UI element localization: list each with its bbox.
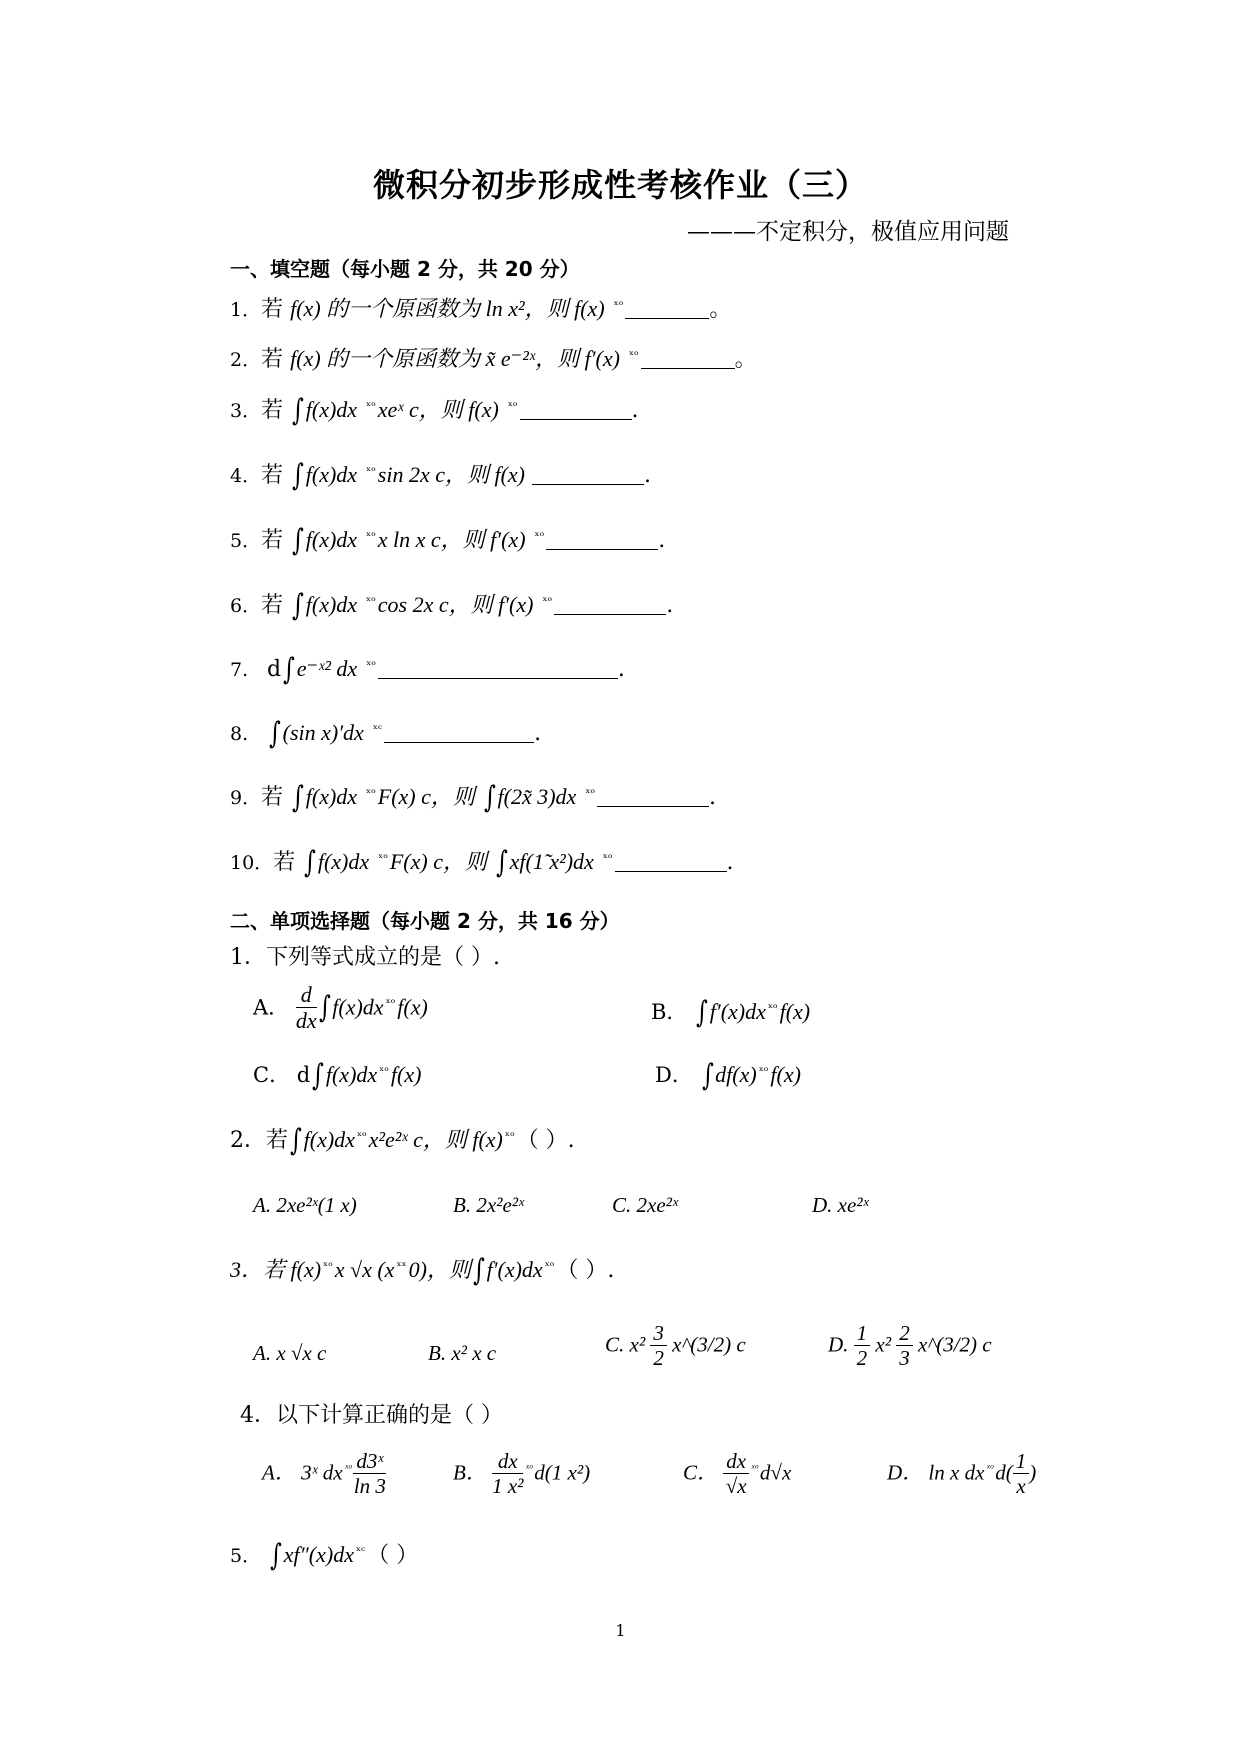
option-mid: x² [875, 1332, 892, 1357]
question-expr: f(x)dx [303, 1127, 355, 1152]
fraction-numerator: dx [492, 1450, 523, 1474]
option-rhs-pre: d( [995, 1460, 1013, 1485]
equals-glyph: ˣᵒ [544, 1259, 555, 1273]
end-mark: 。 [709, 297, 732, 322]
option-2-2-c[interactable]: C. 2xe²ˣ [612, 1193, 678, 1217]
integral-sign: ∫ [289, 1123, 302, 1158]
answer-blank[interactable] [384, 722, 534, 743]
question-1-1 [230, 296, 731, 323]
fraction-denominator: 2 [856, 1346, 868, 1371]
option-2-1-b[interactable] [651, 995, 810, 1030]
question-pre: 若 [273, 850, 296, 875]
question-rhs: x ln x c，则 f′(x) [377, 527, 526, 552]
equals-glyph: ˣᵒ [585, 786, 596, 800]
question-expr: f(x)dx [305, 462, 358, 487]
option-rhs: d√x [759, 1460, 792, 1485]
page-subtitle: ———不定积分，极值应用问题 [687, 219, 1009, 245]
question-expr: f′(x)dx [486, 1257, 543, 1282]
equals-glyph: ˣᵒ [525, 1461, 533, 1476]
page-title: 微积分初步形成性考核作业（三） [372, 166, 868, 204]
equals-glyph: ˣᵒ [323, 1259, 333, 1273]
option-2-1-c[interactable] [253, 1058, 421, 1093]
question-number: 5． [230, 530, 262, 552]
question-expr: f(x)dx [305, 784, 358, 809]
derivative-fraction [296, 983, 317, 1035]
answer-blank[interactable] [615, 851, 727, 872]
integral-sign: ∫ [292, 458, 304, 493]
option-pre: C. x² [605, 1332, 646, 1357]
fraction-denominator: x [1016, 1474, 1026, 1499]
fraction [1013, 1450, 1030, 1499]
option-letter: D． [655, 1063, 693, 1087]
option-pre: B． [453, 1460, 487, 1485]
end-mark: . [726, 850, 734, 875]
fraction [723, 1450, 749, 1499]
equals-glyph: ˣᵒ [613, 298, 624, 312]
answer-paren: （ ）. [516, 1128, 575, 1153]
equals-glyph: ˣᵒ [366, 658, 376, 672]
fraction-denominator: 1 x² [492, 1474, 524, 1499]
answer-blank[interactable] [641, 348, 735, 369]
answer-blank[interactable] [554, 594, 666, 615]
option-letter: C． [253, 1063, 291, 1087]
question-1-6 [230, 588, 673, 624]
question-pre: 2．若 [230, 1128, 288, 1153]
fraction [854, 1322, 871, 1371]
question-1-4 [230, 458, 651, 494]
question-number: 6． [230, 595, 262, 617]
option-expr: df(x) [715, 1062, 757, 1087]
option-expr: ln x dx [928, 1460, 985, 1485]
option-2-4-a[interactable] [262, 1450, 386, 1499]
fraction [650, 1322, 667, 1371]
option-2-4-b[interactable] [453, 1450, 590, 1499]
equals-glyph: ˣᶜ [372, 722, 383, 736]
option-2-1-d[interactable] [655, 1058, 801, 1093]
equals-glyph: ˣᵒ [378, 851, 388, 865]
question-number: 4． [230, 465, 262, 487]
equals-glyph: ˣᵒ [542, 594, 553, 608]
question-expr: f(x) 的一个原函数为 ln x²，则 f(x) [290, 296, 605, 321]
end-mark: . [644, 463, 651, 488]
integral-sign: ∫ [318, 990, 331, 1026]
question-rhs: F(x) c，则 [389, 849, 487, 874]
option-pre: D. [828, 1332, 849, 1357]
question-2-1: 1．下列等式成立的是（ ）. [230, 945, 500, 970]
equals-glyph: ˣᵒ [366, 786, 376, 800]
question-1-9 [230, 780, 716, 816]
option-2-1-a[interactable] [253, 983, 428, 1035]
question-pre: 若 [261, 463, 284, 488]
answer-blank[interactable] [625, 298, 709, 319]
equals-glyph: ˣᵒ [356, 1129, 367, 1143]
question-expr: (sin x)′dx [282, 720, 364, 745]
integral-sign: ∫ [472, 1253, 485, 1288]
question-rhs: xeˣ c，则 f(x) [377, 397, 499, 422]
fraction-numerator: d [296, 983, 317, 1008]
integral-sign: ∫ [312, 1058, 324, 1093]
question-rhs: F(x) c，则 [377, 784, 475, 809]
equals-glyph: ˣᶜ [355, 1544, 366, 1558]
option-2-2-b[interactable]: B. 2x²e²ˣ [453, 1193, 524, 1217]
answer-paren: （ ）. [556, 1258, 615, 1283]
option-post: x^(3/2) c [918, 1332, 992, 1357]
fraction-denominator: dx [295, 1008, 317, 1034]
equals-glyph: ˣˣ [396, 1259, 407, 1273]
equals-glyph: ˣᵒ [366, 464, 376, 478]
question-2-4: 4．以下计算正确的是（ ） [240, 1403, 503, 1428]
option-rhs: f(x) [390, 1062, 422, 1087]
question-rhs: x √x (x [334, 1257, 395, 1282]
question-number: 3． [230, 400, 262, 422]
integral-sign: ∫ [270, 1538, 282, 1573]
integral-sign: ∫ [483, 780, 496, 815]
equals-glyph: ˣᵒ [507, 399, 518, 413]
option-rhs: d(1 x²) [534, 1460, 591, 1485]
equals-glyph: ˣᵒ [385, 996, 396, 1011]
question-expr: f(x)dx [305, 527, 358, 552]
option-2-3-d[interactable] [828, 1322, 992, 1371]
question-expr: xf″(x)dx [283, 1542, 354, 1567]
question-number: 2． [230, 349, 262, 371]
question-pre: 若 [261, 297, 284, 322]
option-2-3-c[interactable] [605, 1322, 746, 1371]
equals-glyph: ˣᵒ [534, 529, 545, 543]
section-heading-single-choice: 二、单项选择题（每小题 2 分，共 16 分） [230, 909, 620, 933]
page-number: 1 [615, 1621, 626, 1640]
end-mark: . [666, 593, 674, 618]
fraction-denominator: ln 3 [353, 1474, 386, 1499]
option-2-4-c[interactable] [683, 1450, 791, 1499]
equals-glyph: ˣᵒ [602, 851, 613, 865]
option-rhs: f(x) [397, 994, 428, 1020]
question-1-10 [230, 845, 734, 881]
option-expr: f(x)dx [325, 1062, 378, 1087]
question-pre: 若 [261, 593, 284, 618]
fraction-denominator: √x [725, 1474, 747, 1499]
option-2-3-b[interactable]: B. x² x c [428, 1341, 497, 1365]
option-expr: f′(x)dx [709, 999, 766, 1024]
integral-sign: ∫ [268, 716, 281, 751]
question-1-5 [230, 523, 665, 559]
question-pre: d [267, 657, 282, 682]
question-pre: 3．若 f(x) [230, 1257, 322, 1282]
option-pre: d [296, 1063, 311, 1087]
question-number: 1． [230, 299, 262, 321]
question-1-7 [230, 652, 625, 688]
question-rhs-2: f(2x̃ 3)dx [497, 784, 577, 809]
equals-glyph: ˣᵒ [504, 1129, 515, 1143]
question-number: 5． [230, 1545, 262, 1567]
end-mark: 。 [734, 347, 757, 372]
integral-sign: ∫ [292, 780, 304, 815]
question-expr: f(x)dx [305, 592, 358, 617]
equals-glyph: ˣᵒ [758, 1064, 769, 1078]
question-rhs-2: xf(1̃ x²)dx [509, 849, 594, 874]
integral-sign: ∫ [495, 845, 508, 880]
equals-glyph: ˣᵒ [366, 529, 376, 543]
option-pre: D． [887, 1460, 924, 1485]
equals-glyph: ˣᵒ [366, 399, 376, 413]
integral-sign: ∫ [696, 995, 708, 1030]
fraction-numerator: d3ˣ [353, 1450, 386, 1474]
question-rhs: sin 2x c，则 f(x) [377, 462, 525, 487]
question-rhs: x²e²ˣ c，则 f(x) [368, 1127, 503, 1152]
option-2-3-a[interactable]: A. x √x c [253, 1341, 327, 1365]
question-pre: 若 [261, 398, 284, 423]
question-rhs-b: 0)，则 [408, 1257, 471, 1282]
end-mark: . [658, 528, 666, 553]
option-rhs: f(x) [770, 1062, 801, 1087]
answer-blank[interactable] [532, 464, 644, 485]
option-pre: C． [683, 1460, 719, 1485]
question-number: 10． [230, 852, 274, 874]
equals-glyph: ˣᵒ [751, 1461, 758, 1476]
option-2-4-d[interactable] [887, 1450, 1036, 1499]
integral-sign: ∫ [701, 1058, 714, 1093]
fraction [492, 1450, 523, 1499]
question-expr: f(x) 的一个原函数为 x̃ e⁻²ˣ，则 f′(x) [290, 346, 620, 371]
integral-sign: ∫ [292, 523, 304, 558]
end-mark: . [617, 657, 625, 682]
fraction [896, 1322, 913, 1371]
end-mark: . [534, 721, 542, 746]
option-letter: B． [651, 1000, 688, 1024]
integral-sign: ∫ [292, 393, 304, 428]
question-2-2 [230, 1123, 575, 1159]
question-number: 8. [230, 723, 249, 745]
question-1-3 [230, 393, 639, 429]
fraction-numerator: 2 [896, 1322, 913, 1346]
equals-glyph: ˣᵒ [767, 1001, 778, 1015]
equals-glyph: ˣᵒ [344, 1461, 352, 1476]
equals-glyph: ˣᵒ [379, 1064, 389, 1078]
question-expr: e⁻ˣ² dx [296, 656, 358, 681]
fraction-numerator: dx [723, 1450, 749, 1474]
answer-paren: （ ） [367, 1543, 419, 1568]
integral-sign: ∫ [283, 652, 295, 687]
option-rhs-post: ) [1029, 1460, 1037, 1485]
fraction [353, 1450, 386, 1499]
option-letter: A． [253, 995, 290, 1020]
fraction-numerator: 1 [1013, 1450, 1030, 1474]
question-expr: f(x)dx [317, 849, 370, 874]
answer-blank[interactable] [546, 529, 658, 550]
end-mark: . [709, 785, 717, 810]
question-expr: f(x)dx [305, 397, 358, 422]
question-pre: 若 [261, 785, 284, 810]
option-pre: A． 3ˣ dx [262, 1460, 343, 1485]
fraction-denominator: 3 [899, 1346, 910, 1371]
question-rhs: cos 2x c，则 f′(x) [377, 592, 534, 617]
integral-sign: ∫ [292, 588, 304, 623]
option-expr: f(x)dx [332, 994, 384, 1020]
question-1-8 [230, 716, 541, 752]
equals-glyph: ˣᵒ [366, 594, 376, 608]
section-heading-fill-blank: 一、填空题（每小题 2 分，共 20 分） [230, 257, 580, 281]
option-2-2-a[interactable]: A. 2xe²ˣ(1 x) [253, 1193, 357, 1217]
question-2-5 [230, 1538, 418, 1574]
answer-blank[interactable] [378, 658, 618, 679]
equals-glyph: ˣᵒ [628, 348, 639, 362]
fraction-numerator: 3 [650, 1322, 667, 1346]
option-2-2-d[interactable]: D. xe²ˣ [812, 1193, 869, 1217]
question-number: 9． [230, 787, 262, 809]
integral-sign: ∫ [304, 845, 316, 880]
question-1-2 [230, 346, 757, 373]
question-pre: 若 [261, 347, 284, 372]
option-rhs: f(x) [779, 999, 811, 1024]
option-post: x^(3/2) c [672, 1332, 746, 1357]
equals-glyph: ˣᵒ [986, 1461, 994, 1476]
question-number: 7. [230, 659, 249, 681]
end-mark: . [631, 398, 639, 423]
answer-blank[interactable] [597, 786, 709, 807]
question-pre: 若 [261, 528, 284, 553]
question-2-3 [230, 1253, 614, 1289]
fraction-numerator: 1 [854, 1322, 871, 1346]
fraction-denominator: 2 [653, 1346, 664, 1371]
answer-blank[interactable] [520, 399, 632, 420]
